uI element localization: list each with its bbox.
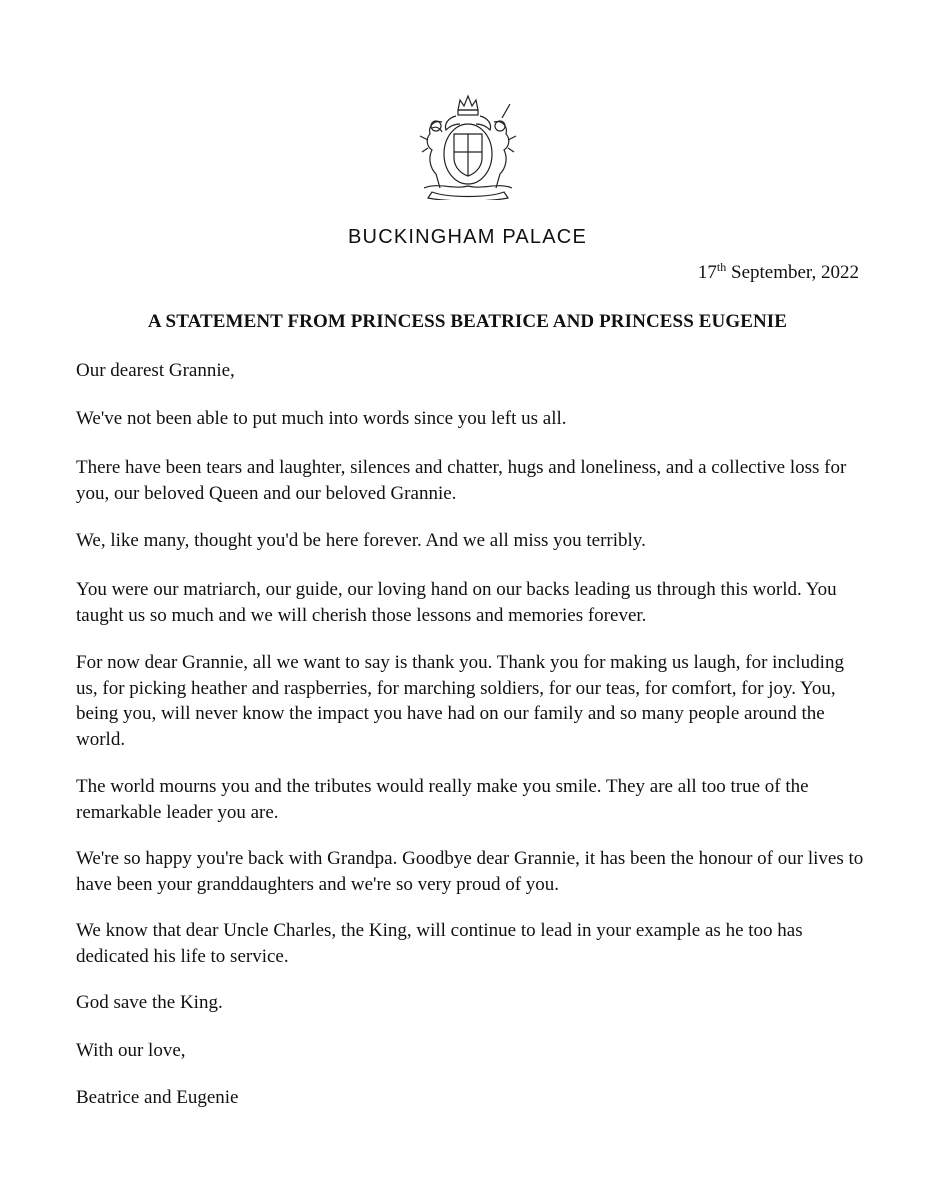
letter-date (698, 262, 859, 284)
closing-line: God save the King. (76, 992, 223, 1013)
royal-coat-of-arms-icon (398, 92, 538, 200)
date-day: 17 (697, 262, 717, 283)
paragraph: We know that dear Uncle Charles, the King, will continue to lead in your example as he too has dedicated his life to service. (76, 920, 803, 967)
date-suffix: th (716, 260, 727, 274)
salutation: Our dearest Grannie, (76, 360, 235, 381)
paragraph: You were our matriarch, our guide, our loving hand on our backs leading us through this world. You taught us so much and we will cherish those lessons and memories forever. (76, 579, 837, 626)
signature: Beatrice and Eugenie (76, 1087, 239, 1108)
paragraph: We, like many, thought you'd be here forever. And we all miss you terribly. (76, 530, 646, 551)
paragraph: For now dear Grannie, all we want to say is thank you. Thank you for making us laugh, for including us, for picking heather and raspberries, for marching soldiers, for our teas, for comfort, for joy. You, being you, will never know the impact you have had on our family and so many people around the world. (76, 652, 844, 750)
letterhead-title: BUCKINGHAM PALACE (348, 226, 587, 248)
date-rest: September, 2022 (726, 262, 859, 283)
statement-heading: A STATEMENT FROM PRINCESS BEATRICE AND PRINCESS EUGENIE (147, 311, 788, 332)
valediction: With our love, (76, 1040, 186, 1061)
paragraph: We're so happy you're back with Grandpa. Goodbye dear Grannie, it has been the honour of our lives to have been your granddaughters and we're so very proud of you. (76, 848, 864, 895)
paragraph: There have been tears and laughter, silences and chatter, hugs and loneliness, and a collective loss for you, our beloved Queen and our beloved Grannie. (76, 457, 847, 504)
paragraph: We've not been able to put much into words since you left us all. (76, 408, 567, 429)
paragraph: The world mourns you and the tributes would really make you smile. They are all too true of the remarkable leader you are. (76, 776, 809, 823)
